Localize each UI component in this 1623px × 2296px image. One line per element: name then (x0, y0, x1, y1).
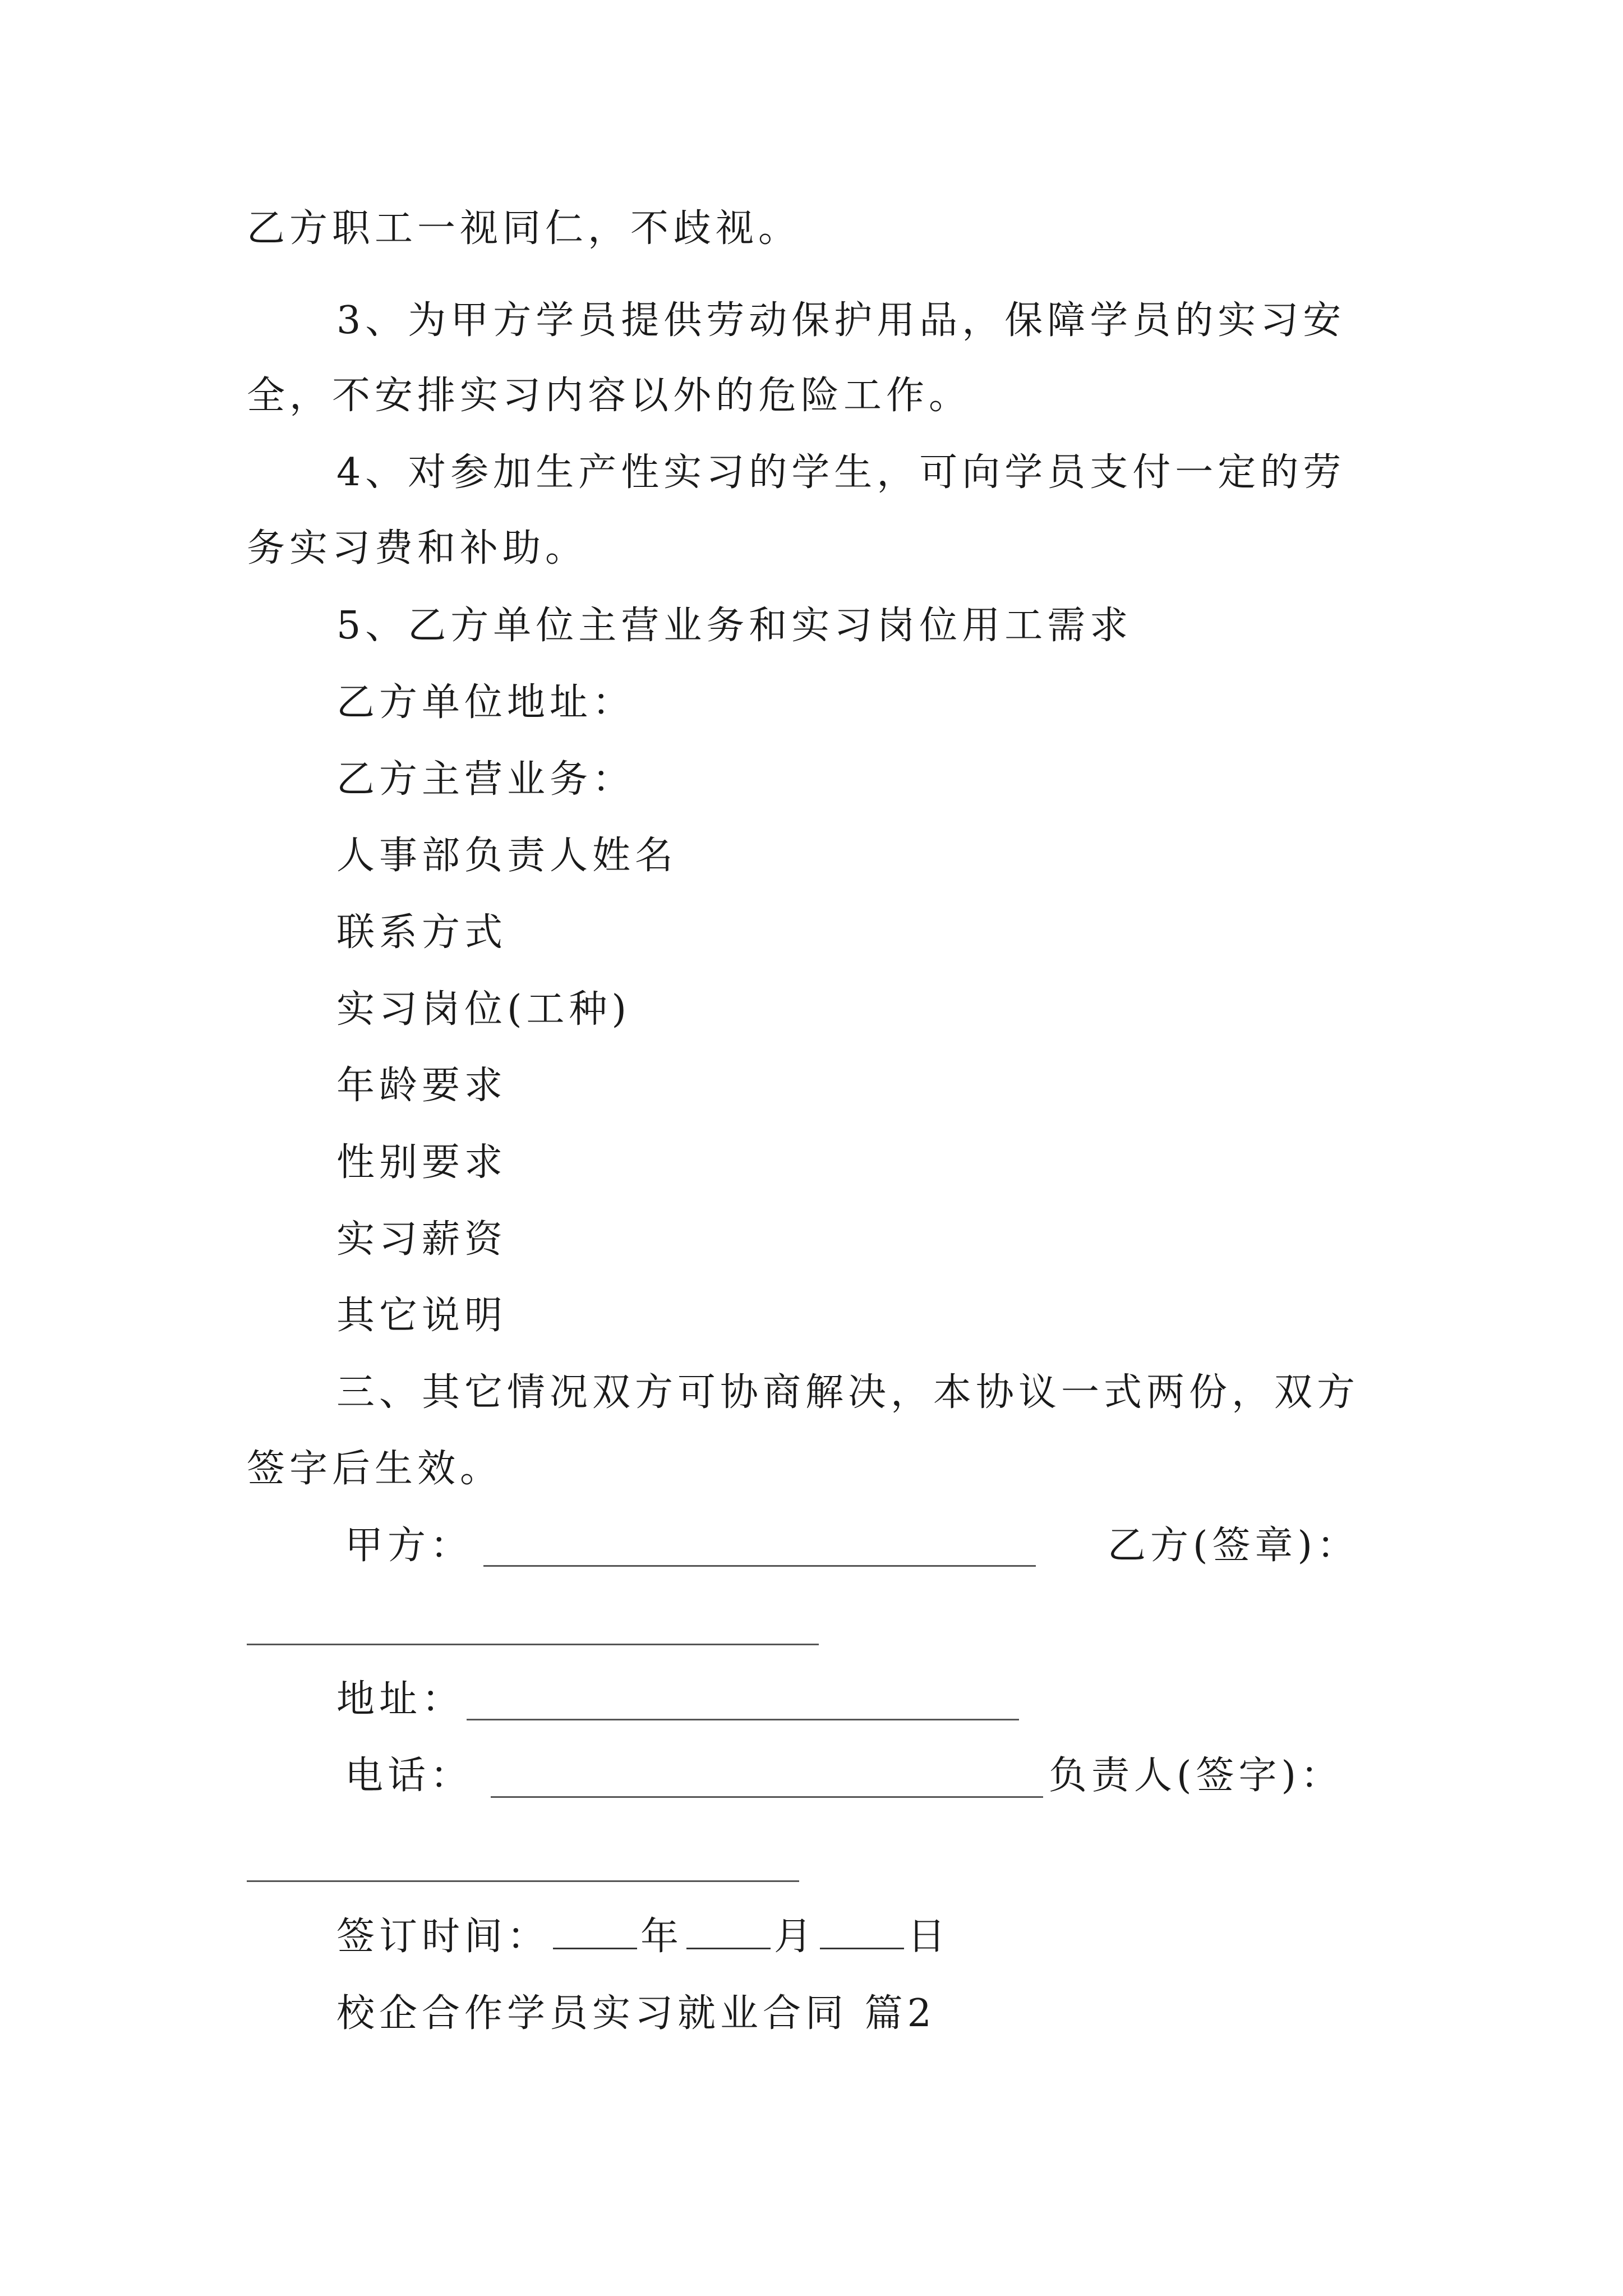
year-blank (553, 1916, 637, 1949)
paragraph-line: 乙方单位地址： (336, 680, 635, 725)
responsible-label: 负责人(签字)： (1049, 1754, 1344, 1798)
paragraph-line: 三、其它情况双方可协商解决，本协议一式两份，双方 (336, 1370, 1360, 1415)
day-blank (820, 1916, 904, 1949)
paragraph-line: 5、乙方单位主营业务和实习岗位用工需求 (336, 604, 1133, 648)
paragraph-line: 乙方职工一视同仁，不歧视。 (247, 206, 801, 251)
month-blank (686, 1916, 771, 1949)
sign-time-row (336, 1910, 950, 1964)
paragraph-line: 全，不安排实习内容以外的危险工作。 (247, 374, 972, 418)
paragraph-line: 性别要求 (336, 1140, 508, 1185)
paragraph-line: 人事部负责人姓名 (336, 834, 678, 878)
party-b-label: 乙方(签章)： (1108, 1524, 1360, 1568)
party-a-label: 甲方： (345, 1524, 473, 1568)
paragraph-line: 联系方式 (336, 910, 508, 955)
paragraph-line: 签字后生效。 (247, 1447, 503, 1491)
party-b-blank (247, 1644, 819, 1645)
party-a-blank (483, 1565, 1036, 1567)
section-title: 校企合作学员实习就业合同 篇2 (336, 1991, 936, 2036)
paragraph-line: 实习薪资 (336, 1217, 508, 1262)
paragraph-line: 3、为甲方学员提供劳动保护用品，保障学员的实习安 (336, 298, 1346, 343)
paragraph-line: 乙方主营业务： (336, 757, 635, 802)
address-label: 地址： (336, 1677, 465, 1722)
responsible-blank (247, 1880, 799, 1882)
year-label: 年 (640, 1915, 684, 1959)
sign-time-label: 签订时间： (336, 1915, 550, 1959)
paragraph-line: 实习岗位(工种) (336, 987, 631, 1032)
paragraph-line: 其它说明 (336, 1294, 508, 1338)
day-label: 日 (907, 1915, 951, 1959)
phone-blank (491, 1796, 1043, 1798)
month-label: 月 (774, 1915, 817, 1959)
paragraph-line: 年龄要求 (336, 1064, 508, 1108)
phone-label: 电话： (345, 1754, 473, 1798)
address-blank (467, 1719, 1019, 1720)
paragraph-line: 务实习费和补助。 (247, 526, 588, 570)
paragraph-line: 4、对参加生产性实习的学生，可向学员支付一定的劳 (336, 450, 1346, 495)
